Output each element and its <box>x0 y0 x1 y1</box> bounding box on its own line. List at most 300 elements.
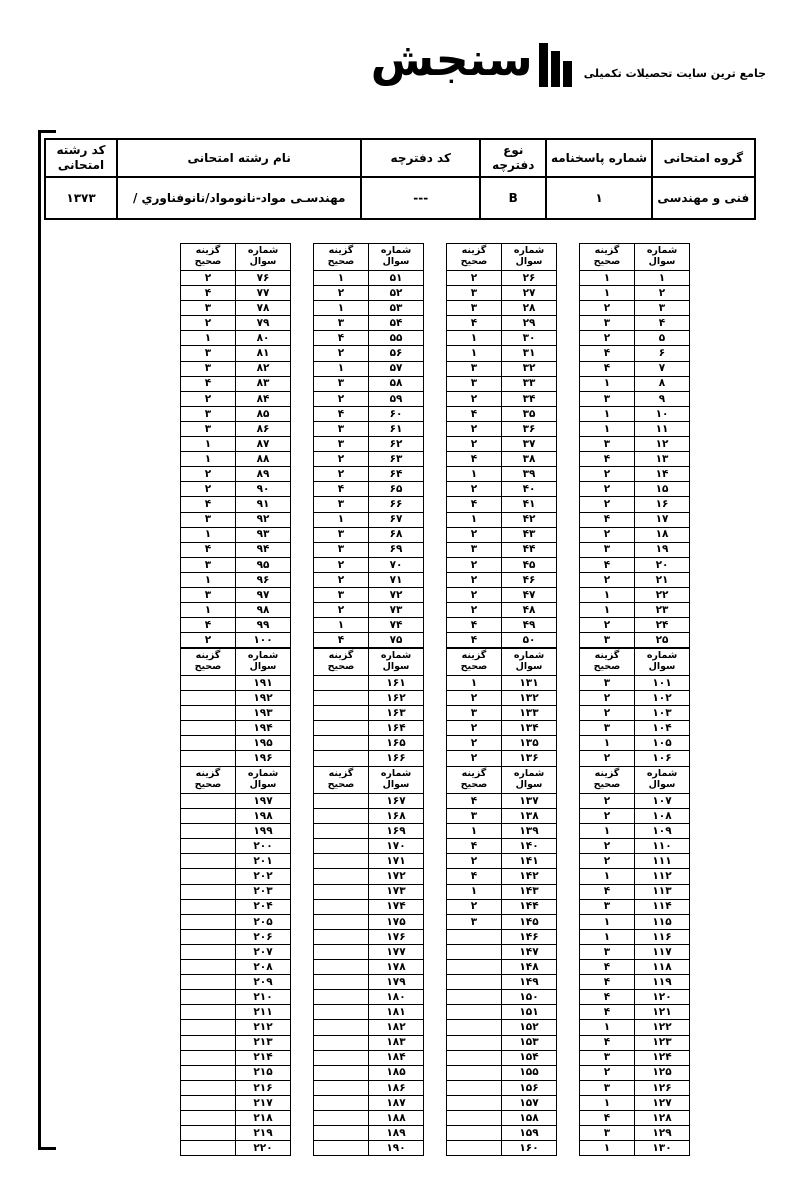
answer-row <box>447 346 557 361</box>
cell-question-no: ۱۸۹ <box>369 1126 424 1141</box>
cell-correct-option: ۲ <box>580 497 635 512</box>
answer-row <box>580 869 690 884</box>
cell-correct-option: ۴ <box>447 794 502 809</box>
cell-question-no: ۱۰۵ <box>635 736 690 751</box>
cell-correct-option: ۴ <box>314 406 369 421</box>
cell-question-no: ۲۱۵ <box>236 1065 291 1080</box>
cell-question-no: ۱۴۶ <box>502 929 557 944</box>
answer-row <box>580 406 690 421</box>
answer-row <box>447 497 557 512</box>
cell-question-no: ۶۷ <box>369 512 424 527</box>
cell-correct-option: ۲ <box>447 271 502 286</box>
header-correct-option: گزینه صحیح <box>314 649 369 676</box>
cell-question-no: ۱۱۲ <box>635 869 690 884</box>
answer-row <box>181 346 291 361</box>
cell-question-no: ۸۱ <box>236 346 291 361</box>
cell-correct-option: ۲ <box>447 736 502 751</box>
cell-correct-option: ۲ <box>580 809 635 824</box>
cell-question-no: ۱۳۷ <box>502 794 557 809</box>
cell-correct-option <box>314 751 369 766</box>
cell-question-no: ۱۴۲ <box>502 869 557 884</box>
answer-row <box>447 1080 557 1095</box>
answer-row <box>181 1110 291 1125</box>
value-booklet-code: --- <box>361 177 480 219</box>
answer-row <box>580 603 690 618</box>
cell-question-no: ۲۱ <box>635 572 690 587</box>
answer-header-row <box>181 767 291 794</box>
answer-row <box>580 572 690 587</box>
answer-row <box>580 557 690 572</box>
cell-correct-option: ۱ <box>181 331 236 346</box>
cell-correct-option: ۲ <box>181 271 236 286</box>
answer-row <box>314 633 424 648</box>
cell-correct-option: ۱ <box>580 1020 635 1035</box>
cell-correct-option: ۳ <box>580 944 635 959</box>
cell-question-no: ۱۳۴ <box>502 721 557 736</box>
cell-question-no: ۴۹ <box>502 618 557 633</box>
cell-question-no: ۱۹۸ <box>236 809 291 824</box>
answer-row <box>580 618 690 633</box>
header-question-no: شماره سوال <box>369 767 424 794</box>
answer-row <box>580 437 690 452</box>
answer-row <box>314 572 424 587</box>
cell-correct-option <box>314 721 369 736</box>
answer-row <box>181 809 291 824</box>
cell-question-no: ۱۵ <box>635 482 690 497</box>
answer-row <box>314 497 424 512</box>
header-correct-option: گزینه صحیح <box>580 244 635 271</box>
answer-row <box>181 751 291 766</box>
cell-correct-option: ۴ <box>580 361 635 376</box>
cell-correct-option: ۴ <box>181 497 236 512</box>
cell-correct-option: ۲ <box>181 316 236 331</box>
cell-question-no: ۱۵۷ <box>502 1095 557 1110</box>
answer-row <box>181 618 291 633</box>
header-correct-option: گزینه صحیح <box>181 649 236 676</box>
cell-question-no: ۲۱۳ <box>236 1035 291 1050</box>
cell-question-no: ۵۲ <box>369 286 424 301</box>
answer-row <box>580 899 690 914</box>
cell-correct-option <box>181 839 236 854</box>
cell-correct-option: ۲ <box>580 331 635 346</box>
cell-question-no: ۱۷۱ <box>369 854 424 869</box>
answer-row <box>447 527 557 542</box>
cell-correct-option: ۱ <box>580 286 635 301</box>
cell-question-no: ۱۴۳ <box>502 884 557 899</box>
answer-row <box>314 301 424 316</box>
cell-correct-option <box>181 721 236 736</box>
cell-correct-option: ۴ <box>580 884 635 899</box>
cell-question-no: ۱۱۶ <box>635 929 690 944</box>
cell-correct-option: ۲ <box>181 467 236 482</box>
answer-row <box>447 884 557 899</box>
cell-question-no: ۱۸۵ <box>369 1065 424 1080</box>
answer-row <box>314 1110 424 1125</box>
cell-correct-option <box>314 1141 369 1156</box>
cell-correct-option: ۳ <box>447 706 502 721</box>
answer-row <box>580 482 690 497</box>
cell-question-no: ۷۵ <box>369 633 424 648</box>
cell-correct-option <box>181 1126 236 1141</box>
cell-correct-option: ۳ <box>181 301 236 316</box>
answer-row <box>181 676 291 691</box>
cell-correct-option <box>314 899 369 914</box>
cell-question-no: ۲۱۶ <box>236 1080 291 1095</box>
cell-question-no: ۱۸۲ <box>369 1020 424 1035</box>
cell-correct-option: ۱ <box>580 271 635 286</box>
answer-row <box>314 482 424 497</box>
cell-question-no: ۹۶ <box>236 572 291 587</box>
answer-row <box>314 736 424 751</box>
cell-question-no: ۴۸ <box>502 603 557 618</box>
answer-row <box>447 869 557 884</box>
cell-question-no: ۱۵۸ <box>502 1110 557 1125</box>
header-question-no: شماره سوال <box>369 649 424 676</box>
cell-correct-option: ۱ <box>447 676 502 691</box>
cell-question-no: ۳۵ <box>502 406 557 421</box>
header-correct-option: گزینه صحیح <box>447 244 502 271</box>
cell-question-no: ۱۳۰ <box>635 1141 690 1156</box>
answer-row <box>314 1035 424 1050</box>
cell-question-no: ۱۷۰ <box>369 839 424 854</box>
page-header <box>370 18 770 108</box>
cell-question-no: ۱۰ <box>635 406 690 421</box>
cell-question-no: ۱۱۷ <box>635 944 690 959</box>
cell-question-no: ۱۶ <box>635 497 690 512</box>
cell-correct-option: ۲ <box>181 482 236 497</box>
cell-correct-option: ۲ <box>447 437 502 452</box>
answer-column-table <box>446 243 557 648</box>
cell-question-no: ۱۷۴ <box>369 899 424 914</box>
cell-correct-option <box>447 1020 502 1035</box>
cell-correct-option <box>447 1005 502 1020</box>
cell-question-no: ۱۲۵ <box>635 1065 690 1080</box>
cell-correct-option: ۴ <box>580 1110 635 1125</box>
cell-correct-option <box>314 1080 369 1095</box>
answer-row <box>580 271 690 286</box>
answer-header-row <box>181 649 291 676</box>
cell-question-no: ۷۴ <box>369 618 424 633</box>
header-question-no: شماره سوال <box>635 244 690 271</box>
answer-row <box>447 1126 557 1141</box>
cell-question-no: ۳۸ <box>502 452 557 467</box>
cell-correct-option <box>181 1005 236 1020</box>
cell-question-no: ۸۲ <box>236 361 291 376</box>
answer-row <box>181 286 291 301</box>
answer-row <box>580 452 690 467</box>
cell-question-no: ۲۲ <box>635 587 690 602</box>
answer-row <box>181 721 291 736</box>
cell-question-no: ۴ <box>635 316 690 331</box>
cell-question-no: ۷۷ <box>236 286 291 301</box>
cell-question-no: ۶۸ <box>369 527 424 542</box>
cell-question-no: ۱۲۶ <box>635 1080 690 1095</box>
answer-row <box>580 854 690 869</box>
cell-correct-option: ۱ <box>314 618 369 633</box>
cell-question-no: ۱۶۳ <box>369 706 424 721</box>
answer-header-row <box>447 767 557 794</box>
header-correct-option: گزینه صحیح <box>580 767 635 794</box>
cell-correct-option: ۲ <box>447 603 502 618</box>
answer-row <box>314 316 424 331</box>
answer-row <box>314 467 424 482</box>
answer-row <box>181 271 291 286</box>
cell-correct-option <box>181 960 236 975</box>
cell-correct-option: ۳ <box>447 542 502 557</box>
cell-question-no: ۳۳ <box>502 376 557 391</box>
cell-correct-option <box>447 1035 502 1050</box>
cell-question-no: ۱۲۸ <box>635 1110 690 1125</box>
cell-correct-option: ۴ <box>181 618 236 633</box>
cell-question-no: ۱۷۵ <box>369 914 424 929</box>
cell-question-no: ۳۹ <box>502 467 557 482</box>
cell-correct-option: ۲ <box>447 527 502 542</box>
answer-row <box>181 452 291 467</box>
cell-correct-option: ۳ <box>580 899 635 914</box>
cell-correct-option: ۳ <box>314 421 369 436</box>
answer-row <box>181 1065 291 1080</box>
cell-question-no: ۱۳ <box>635 452 690 467</box>
cell-question-no: ۱۹۱ <box>236 676 291 691</box>
cell-correct-option <box>314 1050 369 1065</box>
answer-row <box>447 1141 557 1156</box>
cell-correct-option: ۲ <box>314 286 369 301</box>
cell-correct-option <box>181 1065 236 1080</box>
cell-correct-option <box>314 1095 369 1110</box>
cell-correct-option: ۱ <box>580 587 635 602</box>
cell-correct-option <box>181 1080 236 1095</box>
cell-question-no: ۲ <box>635 286 690 301</box>
answer-row <box>314 1095 424 1110</box>
answer-row <box>580 331 690 346</box>
cell-question-no: ۱۱۳ <box>635 884 690 899</box>
answer-row <box>314 391 424 406</box>
cell-correct-option: ۳ <box>580 721 635 736</box>
answer-row <box>447 960 557 975</box>
cell-correct-option: ۲ <box>580 751 635 766</box>
answer-column-table <box>579 648 690 767</box>
cell-correct-option: ۴ <box>580 346 635 361</box>
cell-correct-option: ۴ <box>580 1005 635 1020</box>
cell-correct-option: ۴ <box>447 497 502 512</box>
value-answer-sheet-no: ۱ <box>546 177 651 219</box>
answer-block-2 <box>180 648 690 767</box>
cell-question-no: ۱۵۱ <box>502 1005 557 1020</box>
cell-correct-option: ۱ <box>580 406 635 421</box>
cell-question-no: ۲۰۶ <box>236 929 291 944</box>
cell-correct-option <box>314 914 369 929</box>
cell-question-no: ۱۱۵ <box>635 914 690 929</box>
cell-correct-option: ۴ <box>447 839 502 854</box>
cell-correct-option: ۳ <box>580 1050 635 1065</box>
cell-correct-option <box>181 751 236 766</box>
answer-column-table <box>446 648 557 767</box>
cell-correct-option: ۳ <box>447 376 502 391</box>
cell-correct-option <box>447 1110 502 1125</box>
cell-question-no: ۱۱۱ <box>635 854 690 869</box>
answer-row <box>580 975 690 990</box>
cell-question-no: ۹۳ <box>236 527 291 542</box>
cell-correct-option <box>447 960 502 975</box>
answer-row <box>314 437 424 452</box>
answer-row <box>580 706 690 721</box>
cell-correct-option: ۱ <box>580 914 635 929</box>
answer-header-row <box>314 767 424 794</box>
cell-correct-option: ۱ <box>580 929 635 944</box>
cell-question-no: ۲۱۲ <box>236 1020 291 1035</box>
cell-correct-option <box>314 839 369 854</box>
answer-row <box>447 587 557 602</box>
cell-question-no: ۴۰ <box>502 482 557 497</box>
cell-correct-option: ۱ <box>447 467 502 482</box>
cell-correct-option: ۳ <box>580 437 635 452</box>
cell-question-no: ۳۱ <box>502 346 557 361</box>
cell-correct-option: ۱ <box>447 346 502 361</box>
answer-row <box>580 990 690 1005</box>
answer-row <box>181 1095 291 1110</box>
cell-question-no: ۹۹ <box>236 618 291 633</box>
answer-row <box>580 497 690 512</box>
answer-row <box>580 884 690 899</box>
answer-row <box>447 721 557 736</box>
cell-question-no: ۱۹۵ <box>236 736 291 751</box>
cell-question-no: ۱۹۷ <box>236 794 291 809</box>
cell-question-no: ۱۹۶ <box>236 751 291 766</box>
cell-correct-option: ۲ <box>447 691 502 706</box>
cell-correct-option <box>447 1080 502 1095</box>
cell-question-no: ۷۸ <box>236 301 291 316</box>
cell-question-no: ۱۴۱ <box>502 854 557 869</box>
cell-correct-option: ۱ <box>447 512 502 527</box>
answer-row <box>447 944 557 959</box>
answer-row <box>314 914 424 929</box>
answer-row <box>580 736 690 751</box>
answer-row <box>580 286 690 301</box>
answer-row <box>181 406 291 421</box>
cell-question-no: ۷۲ <box>369 587 424 602</box>
answer-row <box>314 899 424 914</box>
answer-column-table <box>313 766 424 1156</box>
answer-row <box>447 1050 557 1065</box>
answer-row <box>314 286 424 301</box>
answer-row <box>447 975 557 990</box>
cell-correct-option <box>314 975 369 990</box>
cell-question-no: ۱۶۱ <box>369 676 424 691</box>
cell-correct-option: ۲ <box>580 1065 635 1080</box>
cell-question-no: ۵۶ <box>369 346 424 361</box>
answer-column-table <box>579 243 690 648</box>
cell-correct-option: ۴ <box>580 1035 635 1050</box>
cell-correct-option: ۲ <box>447 587 502 602</box>
table-value-row <box>45 177 755 219</box>
answer-row <box>447 301 557 316</box>
header-correct-option: گزینه صحیح <box>447 767 502 794</box>
answer-row <box>181 633 291 648</box>
cell-question-no: ۶۳ <box>369 452 424 467</box>
header-question-no: شماره سوال <box>502 767 557 794</box>
cell-question-no: ۱۹ <box>635 542 690 557</box>
answer-row <box>447 899 557 914</box>
cell-correct-option: ۳ <box>447 301 502 316</box>
answer-row <box>447 452 557 467</box>
cell-question-no: ۱۴ <box>635 467 690 482</box>
cell-question-no: ۱۷۶ <box>369 929 424 944</box>
cell-correct-option: ۳ <box>181 346 236 361</box>
cell-correct-option <box>314 1126 369 1141</box>
cell-question-no: ۱۶۷ <box>369 794 424 809</box>
answer-row <box>314 1126 424 1141</box>
answer-row <box>580 527 690 542</box>
cell-question-no: ۱۲۷ <box>635 1095 690 1110</box>
answer-row <box>314 721 424 736</box>
answer-row <box>447 794 557 809</box>
cell-question-no: ۳ <box>635 301 690 316</box>
answer-row <box>580 467 690 482</box>
header-question-no: شماره سوال <box>236 767 291 794</box>
answer-column-table <box>579 766 690 1156</box>
answer-row <box>181 437 291 452</box>
answer-row <box>181 587 291 602</box>
cell-question-no: ۵۳ <box>369 301 424 316</box>
cell-question-no: ۱۶۴ <box>369 721 424 736</box>
cell-correct-option: ۳ <box>314 497 369 512</box>
cell-question-no: ۷۱ <box>369 572 424 587</box>
answer-row <box>314 706 424 721</box>
cell-question-no: ۱۸۸ <box>369 1110 424 1125</box>
answer-row <box>314 794 424 809</box>
cell-question-no: ۷ <box>635 361 690 376</box>
answer-row <box>447 1020 557 1035</box>
cell-question-no: ۱۵۹ <box>502 1126 557 1141</box>
cell-question-no: ۱۴۹ <box>502 975 557 990</box>
cell-correct-option: ۴ <box>447 869 502 884</box>
cell-question-no: ۸۹ <box>236 467 291 482</box>
header-field-code: کد رشته امتحانی <box>45 139 117 177</box>
cell-question-no: ۱۰۹ <box>635 824 690 839</box>
answer-row <box>580 794 690 809</box>
cell-question-no: ۲۰ <box>635 557 690 572</box>
cell-question-no: ۴۳ <box>502 527 557 542</box>
cell-question-no: ۲۱۴ <box>236 1050 291 1065</box>
cell-correct-option: ۳ <box>580 316 635 331</box>
answer-row <box>447 421 557 436</box>
answer-row <box>314 1141 424 1156</box>
cell-question-no: ۵ <box>635 331 690 346</box>
answer-row <box>447 376 557 391</box>
cell-question-no: ۹ <box>635 391 690 406</box>
cell-question-no: ۱۰۰ <box>236 633 291 648</box>
answer-row <box>314 1065 424 1080</box>
cell-correct-option: ۳ <box>314 542 369 557</box>
answer-row <box>580 721 690 736</box>
answer-row <box>314 869 424 884</box>
cell-question-no: ۱۰۱ <box>635 676 690 691</box>
cell-correct-option: ۱ <box>314 512 369 527</box>
answer-row <box>580 316 690 331</box>
cell-question-no: ۴۴ <box>502 542 557 557</box>
answer-row <box>181 1050 291 1065</box>
cell-question-no: ۴۱ <box>502 497 557 512</box>
cell-question-no: ۱۰۶ <box>635 751 690 766</box>
cell-correct-option: ۲ <box>580 618 635 633</box>
answer-row <box>447 1005 557 1020</box>
cell-correct-option <box>181 1141 236 1156</box>
cell-question-no: ۱۹۴ <box>236 721 291 736</box>
cell-correct-option: ۱ <box>580 376 635 391</box>
cell-question-no: ۱۴۰ <box>502 839 557 854</box>
answer-row <box>580 1050 690 1065</box>
cell-correct-option: ۲ <box>314 603 369 618</box>
